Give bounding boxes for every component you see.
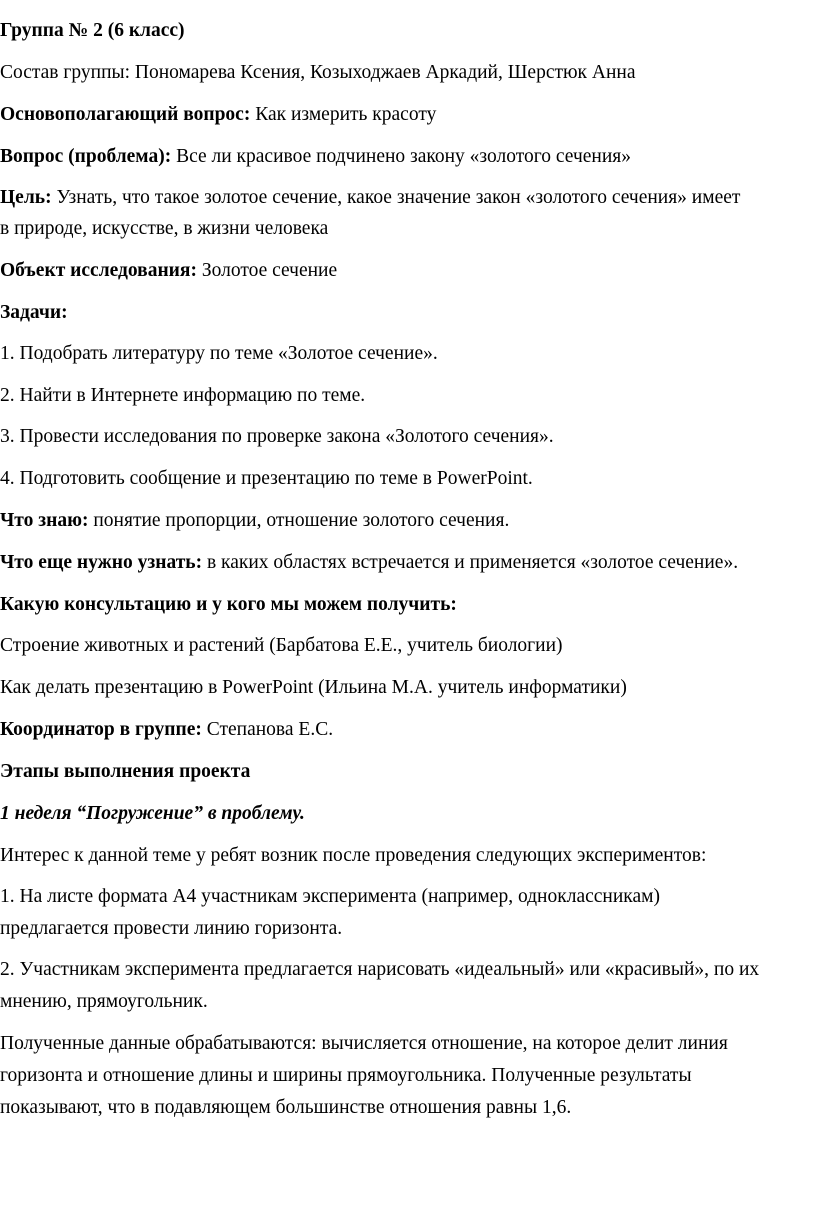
problem-paragraph (0, 146, 816, 167)
experiments-intro: Интерес к данной теме у ребят возник после проведения следующих экспериментов: (0, 845, 707, 866)
coordinator-label: Координатор в группе: (0, 719, 202, 740)
need-to-know-paragraph (0, 552, 816, 573)
group-members-paragraph (0, 62, 816, 83)
problem-text: Все ли красивое подчинено закону «золотого сечения» (171, 146, 632, 167)
experiment-2-line2: мнению, прямоугольник. (0, 991, 208, 1012)
group-members-label: Состав группы: (0, 62, 131, 83)
fundamental-question-paragraph (0, 104, 816, 125)
results-line2: горизонта и отношение длины и ширины прямоугольника. Полученные результаты (0, 1065, 692, 1086)
research-object-label: Объект исследования: (0, 260, 197, 281)
task-item: 4. Подготовить сообщение и презентацию по теме в PowerPoint. (0, 468, 533, 489)
research-object-text: Золотое сечение (196, 260, 338, 281)
coordinator-text: Степанова Е.С. (201, 719, 334, 740)
fundamental-question-text: Как измерить красоту (250, 104, 437, 125)
consultation-item: Строение животных и растений (Барбатова Е.Е., учитель биологии) (0, 635, 563, 656)
experiment-1-line2: предлагается провести линию горизонта. (0, 918, 343, 939)
group-members-text: Пономарева Ксения, Козыходжаев Аркадий, Шерстюк Анна (130, 62, 636, 83)
tasks-heading: Задачи: (0, 302, 68, 323)
experiment-2-line1: 2. Участникам эксперимента предлагается нарисовать «идеальный» или «красивый», по их (0, 959, 760, 980)
goal-text-line1: Узнать, что такое золотое сечение, какое значение закон «золотого сечения» имеет (51, 187, 741, 208)
know-text: понятие пропорции, отношение золотого сечения. (88, 510, 510, 531)
research-object-paragraph (0, 260, 816, 281)
stages-heading: Этапы выполнения проекта (0, 761, 251, 782)
experiment-1-line1: 1. На листе формата А4 участникам эксперимента (например, одноклассникам) (0, 886, 660, 907)
results-line3: показывают, что в подавляющем большинстве отношения равны 1,6. (0, 1097, 572, 1118)
need-to-know-label: Что еще нужно узнать: (0, 552, 203, 573)
fundamental-question-label: Основополагающий вопрос: (0, 104, 251, 125)
know-label: Что знаю: (0, 510, 89, 531)
need-to-know-text: в каких областях встречается и применяется «золотое сечение». (202, 552, 739, 573)
goal-label: Цель: (0, 187, 52, 208)
goal-text-line2: в природе, искусстве, в жизни человека (0, 218, 329, 239)
task-item: 2. Найти в Интернете информацию по теме. (0, 385, 366, 406)
goal-paragraph-line1 (0, 187, 816, 208)
consultation-heading: Какую консультацию и у кого мы можем получить: (0, 594, 457, 615)
know-paragraph (0, 510, 816, 531)
results-line1: Полученные данные обрабатываются: вычисляется отношение, на которое делит линия (0, 1033, 728, 1054)
document-title: Группа № 2 (6 класс) (0, 20, 185, 41)
consultation-item: Как делать презентацию в PowerPoint (Ильина М.А. учитель информатики) (0, 677, 627, 698)
week1-heading: 1 неделя “Погружение” в проблему. (0, 803, 305, 824)
task-item: 1. Подобрать литературу по теме «Золотое сечение». (0, 343, 438, 364)
problem-label: Вопрос (проблема): (0, 146, 172, 167)
task-item: 3. Провести исследования по проверке закона «Золотого сечения». (0, 426, 554, 447)
coordinator-paragraph (0, 719, 816, 740)
